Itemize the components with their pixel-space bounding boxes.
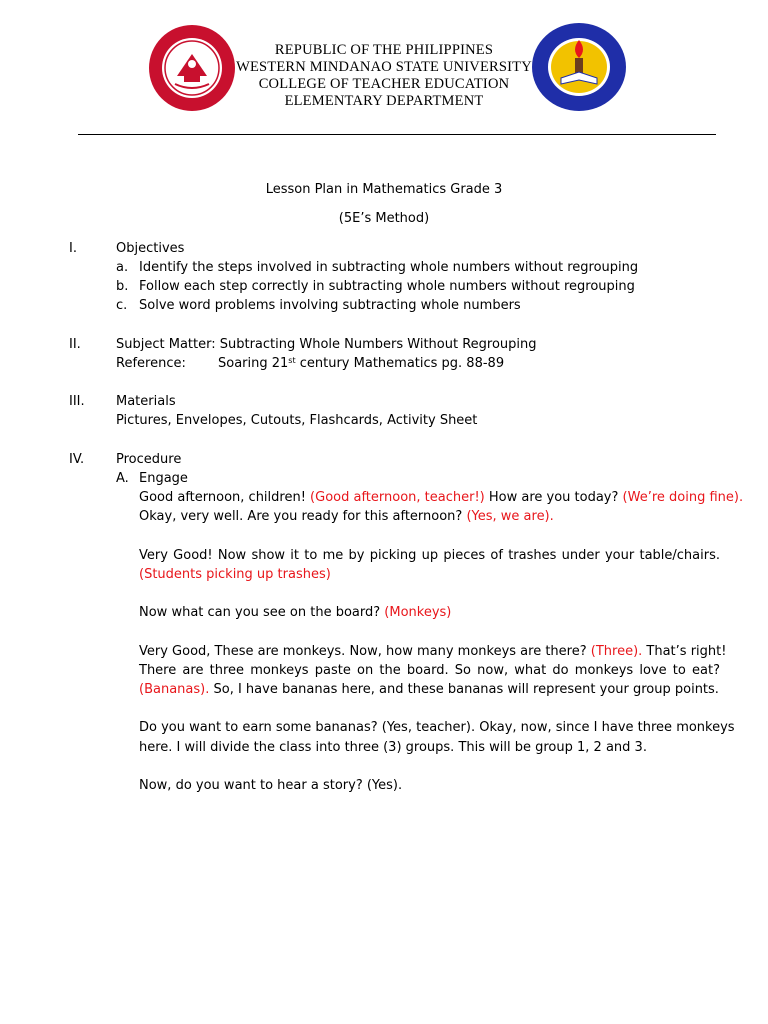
section-3-number: III.: [69, 394, 85, 409]
engage-line-2: Okay, very well. Are you ready for this afternoon? (Yes, we are).: [139, 509, 554, 524]
header-line-3: COLLEGE OF TEACHER EDUCATION: [258, 76, 510, 92]
cte-seal-logo: [531, 22, 627, 112]
section-4-title: Procedure: [116, 452, 182, 467]
objective-c-letter: c.: [116, 298, 128, 313]
engage-letter: A.: [116, 471, 129, 486]
objective-c-text: Solve word problems involving subtracting whole numbers: [139, 298, 521, 313]
engage-line-1: Good afternoon, children! (Good afternoon, teacher!) How are you today? (We’re doing fine).: [139, 490, 744, 505]
header-line-1: REPUBLIC OF THE PHILIPPINES: [274, 42, 494, 58]
engage-line-4: (Students picking up trashes): [139, 567, 331, 582]
subject-matter: Subject Matter: Subtracting Whole Numbers Without Regrouping: [116, 337, 537, 352]
section-1-title: Objectives: [116, 241, 185, 256]
engage-line-10: here. I will divide the class into three (3) groups. This will be group 1, 2 and 3.: [139, 740, 647, 755]
objective-a-letter: a.: [116, 260, 129, 275]
reference-label: Reference:: [116, 356, 186, 371]
section-1-number: I.: [69, 241, 77, 256]
objective-b-letter: b.: [116, 279, 129, 294]
wmsu-seal-logo: [147, 24, 237, 112]
engage-line-8: (Bananas). So, I have bananas here, and these bananas will represent your group points.: [139, 682, 719, 697]
engage-line-3: Very Good! Now show it to me by picking up pieces of trashes under your table/chairs.: [139, 548, 720, 563]
lesson-title: Lesson Plan in Mathematics Grade 3: [265, 182, 503, 197]
section-2-number: II.: [69, 337, 81, 352]
lesson-subtitle: (5E’s Method): [338, 211, 430, 226]
materials-list: Pictures, Envelopes, Cutouts, Flashcards, Activity Sheet: [116, 413, 478, 428]
objective-a-text: Identify the steps involved in subtracting whole numbers without regrouping: [139, 260, 639, 275]
engage-line-6: Very Good, These are monkeys. Now, how many monkeys are there? (Three). That’s right!: [139, 644, 727, 659]
header-divider: [78, 134, 716, 135]
header-line-4: ELEMENTARY DEPARTMENT: [284, 93, 484, 109]
engage-line-9: Do you want to earn some bananas? (Yes, teacher). Okay, now, since I have three monkeys: [139, 720, 735, 735]
engage-title: Engage: [139, 471, 188, 486]
section-3-title: Materials: [116, 394, 176, 409]
section-4-number: IV.: [69, 452, 85, 467]
objective-b-text: Follow each step correctly in subtracting whole numbers without regrouping: [139, 279, 635, 294]
header-line-2: WESTERN MINDANAO STATE UNIVERSITY: [236, 59, 532, 75]
engage-line-5: Now what can you see on the board? (Monkeys): [139, 605, 452, 620]
reference-text: Soaring 21st century Mathematics pg. 88-89: [218, 356, 505, 371]
engage-line-7: There are three monkeys paste on the board. So now, what do monkeys love to eat?: [139, 663, 720, 678]
engage-line-11: Now, do you want to hear a story? (Yes).: [139, 778, 403, 793]
